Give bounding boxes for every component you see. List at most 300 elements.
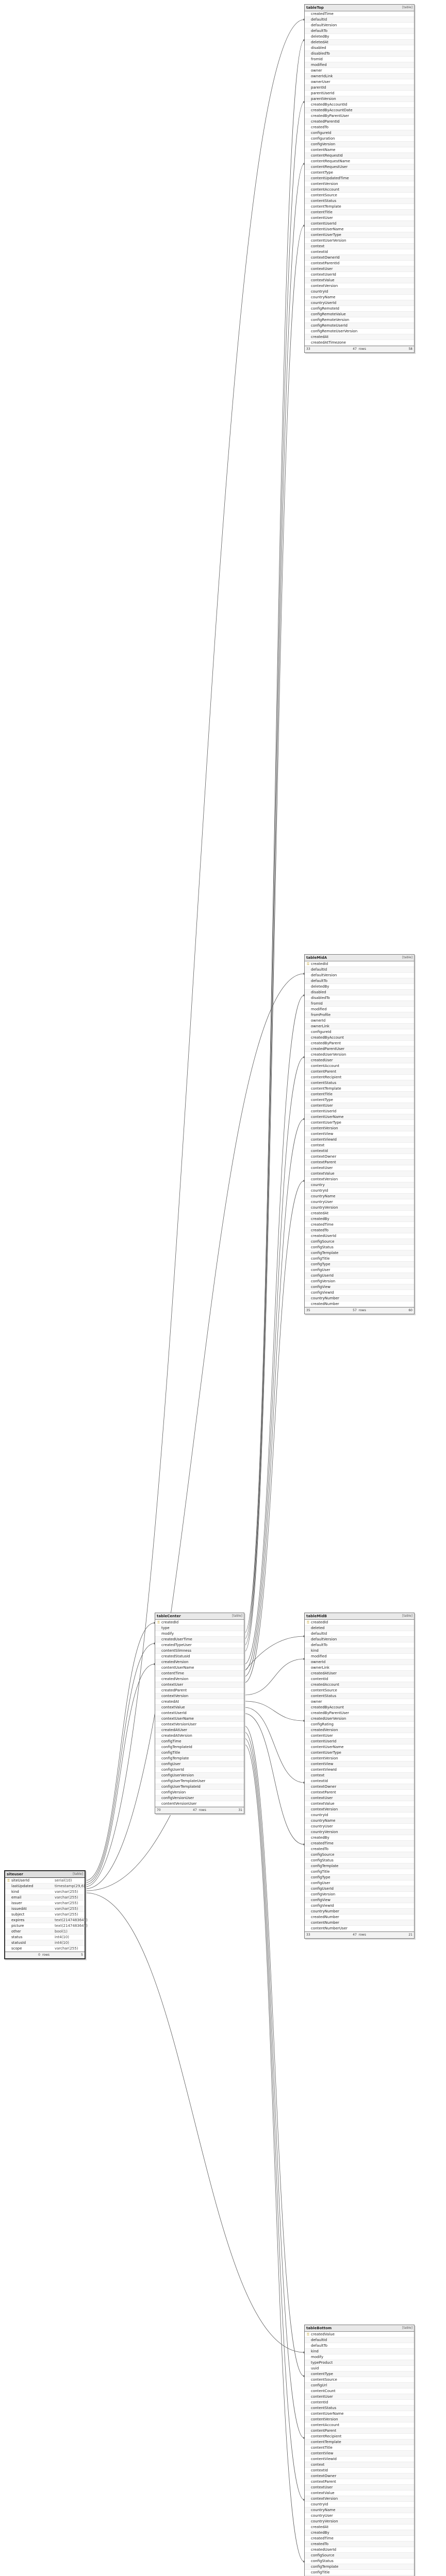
table-header[interactable] [305,1613,414,1620]
table-column-row [305,1103,414,1109]
column-icon [306,1887,310,1891]
column-name: createdUserTime [161,1637,192,1641]
column-icon [306,1910,310,1913]
column-name: contentView [311,1762,334,1766]
column-icon [306,2571,310,2574]
column-name: contextValue [311,1172,335,1176]
column-name: configVersionUser [161,1796,194,1800]
table-header[interactable] [155,1613,244,1620]
column-icon [306,1711,310,1715]
relationship-line [244,1057,304,1670]
table-box[interactable] [304,4,415,353]
column-icon [306,1626,310,1630]
column-icon [306,2548,310,2552]
table-column-row [155,1767,244,1773]
column-icon [157,1683,160,1687]
column-name: contextOwner [311,1785,337,1789]
column-name: createdByAccount [311,1705,344,1709]
table-header[interactable] [305,2325,414,2332]
table-column-row [155,1773,244,1778]
column-name: configUserTemplateId [161,1785,201,1789]
column-name: contextValue [311,278,335,282]
column-name: picture [11,1924,24,1928]
relationship-line [244,1707,304,1783]
relationship-line [244,1701,304,1721]
column-name: configTime [161,1739,181,1743]
column-name: contentType [311,2372,333,2376]
column-icon [306,2446,310,2450]
column-name: contextParent [311,1790,336,1794]
column-icon [306,1836,310,1840]
column-name: contextVersion [161,1694,189,1698]
column-name: countryName [311,1194,336,1198]
table-column-row [305,1625,414,1631]
table-column-row [305,1296,414,1301]
row-count: 0 [38,1953,40,1957]
table-column-row [305,130,414,136]
table-column-row [155,1790,244,1795]
column-icon [306,2458,310,2461]
column-icon [306,1234,310,1238]
table-box[interactable] [304,954,415,1314]
table-column-row [305,1863,414,1869]
column-icon [157,1706,160,1709]
column-icon [306,2531,310,2535]
column-icon [306,1127,310,1130]
table-column-row [305,1177,414,1182]
table-column-row [305,45,414,51]
table-column-row [305,1875,414,1880]
table-column-row [305,1812,414,1818]
column-icon [157,1638,160,1641]
table-column-row [305,1716,414,1722]
column-type: varchar(255) [55,1890,78,1894]
table-column-row [305,1824,414,1829]
column-name: defaultTo [311,2344,327,2348]
table-column-row [305,17,414,23]
column-name: createdTime [311,1841,334,1845]
table-column-row [305,1801,414,1807]
table-column-row [305,2530,414,2536]
column-icon [306,1087,310,1091]
table-column-row [305,113,414,119]
column-icon [306,1223,310,1227]
table-column-row [155,1750,244,1756]
row-count-group [193,1808,206,1813]
column-icon [7,1902,10,1905]
table-header[interactable] [5,1871,85,1878]
column-icon [306,2378,310,2382]
column-icon [306,267,310,271]
table-column-row [305,1903,414,1909]
table-column-row [5,1946,85,1952]
table-column-row [305,1852,414,1858]
column-name: countryId [311,290,328,294]
column-icon [306,1155,310,1159]
table-column-row [305,255,414,261]
column-icon [157,1791,160,1794]
column-name: contentNumberUser [311,1926,348,1930]
column-name: contextUser [311,1796,333,1800]
column-icon [306,35,310,39]
column-name: configTemplate [311,2565,339,2569]
table-column-row [155,1625,244,1631]
column-icon [306,1047,310,1051]
table-column-row [305,1131,414,1137]
column-name: configView [311,1898,331,1902]
table-column-row [305,2400,414,2405]
column-name: createdAtVersion [161,1734,192,1738]
column-name: contextUserName [161,1717,194,1721]
table-column-row [305,108,414,113]
column-name: contentRequestName [311,159,350,163]
table-column-row [305,1063,414,1069]
column-name: configUser [311,1268,331,1272]
column-name: ownerId [311,1019,326,1023]
table-box[interactable] [304,2325,415,2576]
column-name: kind [311,1649,319,1653]
column-icon [7,1919,10,1922]
table-column-row [305,68,414,74]
column-icon [306,2565,310,2569]
column-name: issuer [11,1901,22,1905]
column-icon [306,1666,310,1670]
column-icon [306,1212,310,1215]
column-icon [306,1677,310,1681]
column-icon [306,1916,310,1919]
column-icon [306,1098,310,1102]
row-count: 47 [193,1808,197,1812]
column-name: contextUser [311,267,333,271]
table-column-row [305,79,414,85]
table-column-row [305,1222,414,1228]
column-name: createdAccount [311,1683,339,1687]
column-icon [306,1206,310,1210]
table-column-row [305,1080,414,1086]
column-icon [7,1930,10,1934]
table-column-row [305,221,414,227]
column-icon [306,1200,310,1204]
column-name: configStatus [311,2559,334,2563]
column-icon [306,63,310,67]
column-icon [306,1042,310,1045]
column-name: siteUserId [11,1878,30,1883]
column-name: createdVersion [161,1660,189,1664]
column-icon [157,1660,160,1664]
column-icon [306,1251,310,1255]
column-name: defaultId [311,18,327,22]
column-name: ownerId [311,1660,326,1664]
column-name: contextParent [311,1160,336,1164]
column-icon [306,1059,310,1062]
column-icon [157,1700,160,1704]
column-name: contentUserId [311,1109,337,1113]
table-column-row [305,1279,414,1284]
column-icon [306,2429,310,2433]
column-name: modified [311,1007,327,1011]
column-name: contentStatus [311,1694,337,1698]
column-icon [306,1882,310,1885]
column-name: configUserTemplateUser [161,1779,206,1783]
column-icon [306,2412,310,2416]
column-name: createdNumber [311,1915,339,1919]
column-name: disabled [311,990,326,994]
column-icon [306,46,310,50]
column-icon [306,1745,310,1749]
table-name[interactable]: tableMidA [306,956,327,960]
column-name: deleted [311,1626,325,1630]
column-icon [306,1132,310,1136]
column-name: countryUser [311,2514,333,2518]
column-name: configUser [311,1881,331,1885]
table-column-row [305,96,414,102]
table-column-row [305,1841,414,1846]
table-box[interactable] [304,1613,415,1939]
table-column-row [305,198,414,204]
table-column-row [305,1665,414,1671]
table-column-row [305,1795,414,1801]
rows-label: rows [358,1309,366,1312]
column-name: contentTitle [311,210,333,214]
column-icon [306,1183,310,1187]
table-column-row [155,1795,244,1801]
table-name[interactable]: tableBottom [306,2326,332,2330]
table-column-row [305,1041,414,1046]
table-column-row [305,1909,414,1914]
column-name: contextOwnerId [311,256,340,260]
column-icon [306,2497,310,2501]
table-column-row [305,1086,414,1092]
column-name: countryVersion [311,1830,338,1834]
column-icon [7,1907,10,1911]
column-name: configureId [311,1030,332,1034]
column-name: configType [311,1875,331,1879]
table-column-row [305,164,414,170]
table-column-row [305,125,414,130]
table-kind-label: [table] [73,1872,83,1876]
table-column-row [305,1035,414,1041]
column-icon [306,1723,310,1726]
table-column-row [305,1114,414,1120]
column-name: countryId [311,2502,328,2506]
column-name: contentUser [311,1104,333,1108]
table-name[interactable]: siteuser [7,1872,24,1876]
column-icon [306,171,310,175]
column-icon [306,2554,310,2557]
table-column-row [305,1835,414,1841]
column-name: contextUser [311,1166,333,1170]
column-name: contentUserName [311,2412,344,2416]
table-column-row [155,1659,244,1665]
column-name: configRemoteVersion [311,318,350,322]
column-icon [306,1217,310,1221]
column-type: varchar(255) [55,1901,78,1905]
column-name: createdValue [311,2332,335,2336]
table-column-row [305,2502,414,2507]
table-column-row [305,295,414,300]
column-icon [306,1189,310,1193]
table-column-row [305,2547,414,2553]
table-column-row [305,278,414,283]
table-column-row [305,1739,414,1744]
column-icon [306,1632,310,1636]
table-column-row [305,2417,414,2422]
column-name: contextVersion [311,1177,338,1181]
column-name: disabled [311,46,326,50]
column-name: contextOwner [311,2474,337,2478]
row-count-group [353,347,366,352]
column-icon [306,2452,310,2455]
column-icon [306,2480,310,2484]
table-column-row [305,1284,414,1290]
table-column-row [305,2411,414,2417]
column-icon [306,2514,310,2518]
table-column-row [305,1784,414,1790]
column-icon [306,1797,310,1800]
column-name: contentUserType [311,233,341,237]
table-name[interactable]: tableMidB [306,1614,327,1618]
column-name: contentUserType [311,1751,341,1755]
column-name: configUserId [311,1887,334,1891]
table-column-row [305,1018,414,1024]
table-column-row [305,1778,414,1784]
column-icon [306,1138,310,1142]
column-name: countryNumber [311,1296,339,1300]
column-name: createdUserVersion [311,1053,346,1057]
column-icon [306,1110,310,1113]
column-name: contextParent [311,2480,336,2484]
table-column-row [305,1761,414,1767]
column-name: contextUser [311,2485,333,2489]
table-name[interactable]: tableTop [306,6,324,10]
column-icon [306,341,310,345]
table-column-row [305,1880,414,1886]
table-column-row [305,312,414,317]
column-icon [306,1166,310,1170]
column-icon [306,2384,310,2387]
column-name: configView [311,1285,331,1289]
column-name: createdTo [311,125,329,129]
table-column-row [305,1148,414,1154]
column-icon [306,1865,310,1868]
column-icon [306,1870,310,1874]
table-column-row [305,1052,414,1058]
table-name[interactable]: tableCenter [157,1614,181,1618]
column-name: contentTitle [311,1092,333,1096]
column-name: contentUser [311,216,333,220]
table-column-row [305,978,414,984]
column-type: timestamp(29,6) [55,1884,85,1888]
table-column-row [155,1705,244,1710]
column-name: contentUserId [311,1739,337,1743]
column-icon [306,1240,310,1244]
column-name: contextVersionUser [161,1722,197,1726]
column-icon [306,211,310,214]
column-name: createdAtUser [311,1671,337,1675]
table-column-row [305,244,414,249]
rows-label: rows [358,347,366,351]
column-name: contextId [311,1779,328,1783]
column-icon [306,1302,310,1306]
column-icon [306,1263,310,1266]
column-icon [306,2406,310,2410]
table-column-row [305,1001,414,1007]
column-icon [306,1899,310,1902]
table-column-row [305,193,414,198]
table-column-row [305,2349,414,2354]
column-name: contentTemplate [311,2440,341,2444]
column-name: contextId [311,250,328,254]
column-icon [306,1149,310,1153]
column-icon [306,1825,310,1828]
table-column-row [155,1710,244,1716]
column-type: varchar(255) [55,1907,78,1911]
column-name: contextUserId [161,1711,187,1715]
table-box[interactable] [4,1870,86,1959]
parents-count: 70 [157,1808,161,1812]
column-name: configUrl [311,2383,327,2387]
column-icon [306,97,310,101]
table-column-row [305,1705,414,1710]
column-name: createdNumber [311,1302,339,1306]
column-name: contentSource [311,193,337,197]
column-icon [306,1740,310,1743]
table-header[interactable] [305,955,414,961]
column-name: contentSlimness [161,1649,191,1653]
table-column-row [305,2507,414,2513]
table-box[interactable] [155,1613,244,1814]
column-name: configTemplate [311,1864,339,1868]
table-column-row [305,249,414,255]
table-column-row [305,990,414,995]
table-column-row [305,1109,414,1114]
column-type: varchar(255) [55,1946,78,1951]
column-icon [306,2526,310,2529]
column-name: contentViewId [311,1138,337,1142]
column-name: createdUserId [311,2548,337,2552]
parents-count: 33 [306,347,310,351]
column-name: expires [11,1918,25,1922]
column-icon [306,1774,310,1777]
column-icon [306,1921,310,1925]
column-icon [157,1672,160,1675]
column-icon [306,996,310,1000]
column-name: owner [311,69,322,73]
table-column-row [155,1648,244,1654]
column-name: contentTitle [311,2446,333,2450]
row-count-group [353,1933,366,1938]
column-icon [306,216,310,220]
table-column-row [155,1693,244,1699]
column-icon [306,335,310,339]
table-column-row [305,1637,414,1642]
table-column-row [305,2496,414,2502]
primary-key-icon: ⚿ [307,1620,309,1624]
table-column-row [305,1654,414,1659]
column-icon [306,2475,310,2478]
children-count: 5 [81,1953,83,1957]
table-column-row [305,300,414,306]
table-column-row [305,1165,414,1171]
table-header[interactable] [305,5,414,11]
relationship-line [244,1181,304,1683]
column-icon [306,143,310,146]
column-icon [306,24,310,27]
column-name: contextId [311,2468,328,2472]
table-kind-label: [table] [402,6,412,9]
table-column-row [305,1024,414,1029]
table-column-row [305,1029,414,1035]
